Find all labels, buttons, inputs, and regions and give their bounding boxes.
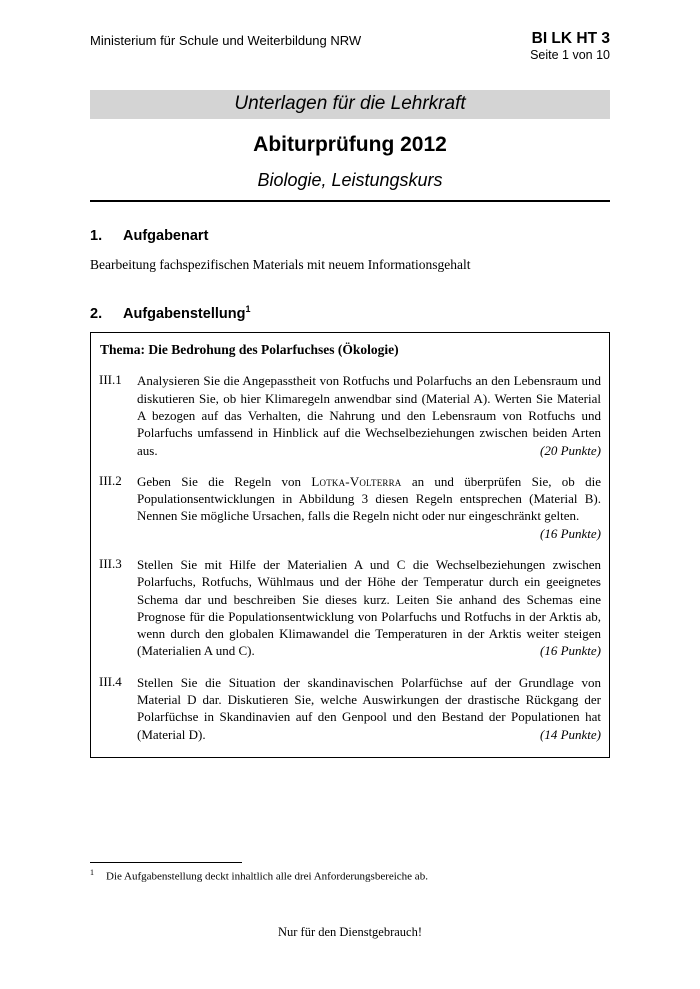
title-banner: Unterlagen für die Lehrkraft: [90, 90, 610, 119]
task-points: (16 Punkte): [539, 643, 601, 659]
task-text: [137, 556, 601, 660]
task-text-content: Stellen Sie mit Hilfe der Materialien A und C die Wechselbeziehungen zwischen Polarfuchs, Rotfuchs, Wühlmaus und der Höhe der Temperatur durch ein geeignetes Schema dar und beschreiben Sie dieses kurz. Leiten Sie anhand des Schemas eine Prognose für die Populationsentwicklung von Polarfuchs und Rotfuchs in der Arktis ab, wenn durch den globalen Klimawandel die Temperaturen in der Arktis weiter steigen (Materialien A und C).: [137, 556, 601, 659]
task-points: (20 Punkte): [539, 442, 601, 458]
subject-title: Biologie, Leistungskurs: [90, 170, 610, 202]
task-points: (16 Punkte): [539, 525, 601, 541]
task-number: III.3: [99, 555, 122, 571]
section-2-title-text: Aufgabenstellung: [123, 306, 246, 323]
task-text: [137, 372, 601, 458]
task-number: III.2: [99, 472, 122, 488]
exam-title: Abiturprüfung 2012: [253, 133, 447, 157]
section-1-heading: [90, 228, 610, 244]
footnote-reference: 1: [245, 304, 251, 315]
task-text-pre: Geben Sie die Regeln von: [137, 473, 312, 489]
footnote-divider: [90, 862, 242, 863]
page-number: Seite 1 von 10: [530, 47, 610, 62]
task-box: [90, 332, 610, 757]
section-2-title: [123, 306, 250, 322]
task-number: III.1: [99, 372, 122, 388]
scientist-names: Lotka-Volterra: [311, 473, 402, 489]
header-right: [530, 30, 610, 63]
task-theme: Thema: Die Bedrohung des Polarfuchses (Ökologie): [100, 342, 399, 358]
section-1-body: Bearbeitung fachspezifischen Materials mit neuem Informationsgehalt: [90, 257, 471, 273]
task-points: (14 Punkte): [539, 726, 601, 742]
footnote-area: [90, 862, 610, 883]
section-2-heading: [90, 306, 610, 322]
exam-code: BI LK HT 3: [531, 30, 610, 47]
task-item: [99, 473, 601, 542]
footnote-marker: 1: [90, 868, 94, 877]
section-2-number: 2.: [90, 306, 103, 323]
section-1-number: 1.: [90, 228, 103, 245]
section-1-title: Aufgabenart: [123, 228, 209, 245]
task-text: [137, 674, 601, 743]
footnote-text-content: Die Aufgabenstellung deckt inhaltlich alle drei Anforderungsbereiche ab.: [106, 870, 428, 883]
task-text-post: an und überprüfen Sie, ob die Populationsentwicklungen in Abbildung 3 diesen Regeln entsprechen (Material B). Nennen Sie mögliche Ursachen, falls die Regeln nicht oder nur eingeschränkt gelten.: [137, 473, 601, 524]
ministry-name: Ministerium für Schule und Weiterbildung NRW: [90, 33, 362, 48]
page-footer: Nur für den Dienstgebrauch!: [277, 925, 423, 939]
task-number: III.4: [99, 673, 122, 689]
task-item: [99, 372, 601, 458]
task-text: [137, 473, 601, 542]
task-text-content: Stellen Sie die Situation der skandinavischen Polarfüchse auf der Grundlage von Material D dar. Diskutieren Sie, welche Auswirkungen der drastische Rückgang der Polarfüchse in Skandinavien auf den Genpool und den Bestand der Populationen hat (Material D).: [137, 674, 601, 742]
task-item: [99, 556, 601, 660]
footnote: [90, 868, 610, 883]
task-text-content: Analysieren Sie die Angepasstheit von Rotfuchs und Polarfuchs an den Lebensraum und diskutieren Sie, ob hier Klimaregeln anwendbar sind (Material A). Werten Sie Material A bezogen auf das Verhalten, die Nahrung und den Lebensraum von Rotfuchs und Polarfuchs umfassend in Hinblick auf die Wechselbeziehungen zwischen beiden Arten aus.: [137, 373, 601, 458]
task-item: [99, 674, 601, 743]
page-header: [90, 30, 610, 63]
